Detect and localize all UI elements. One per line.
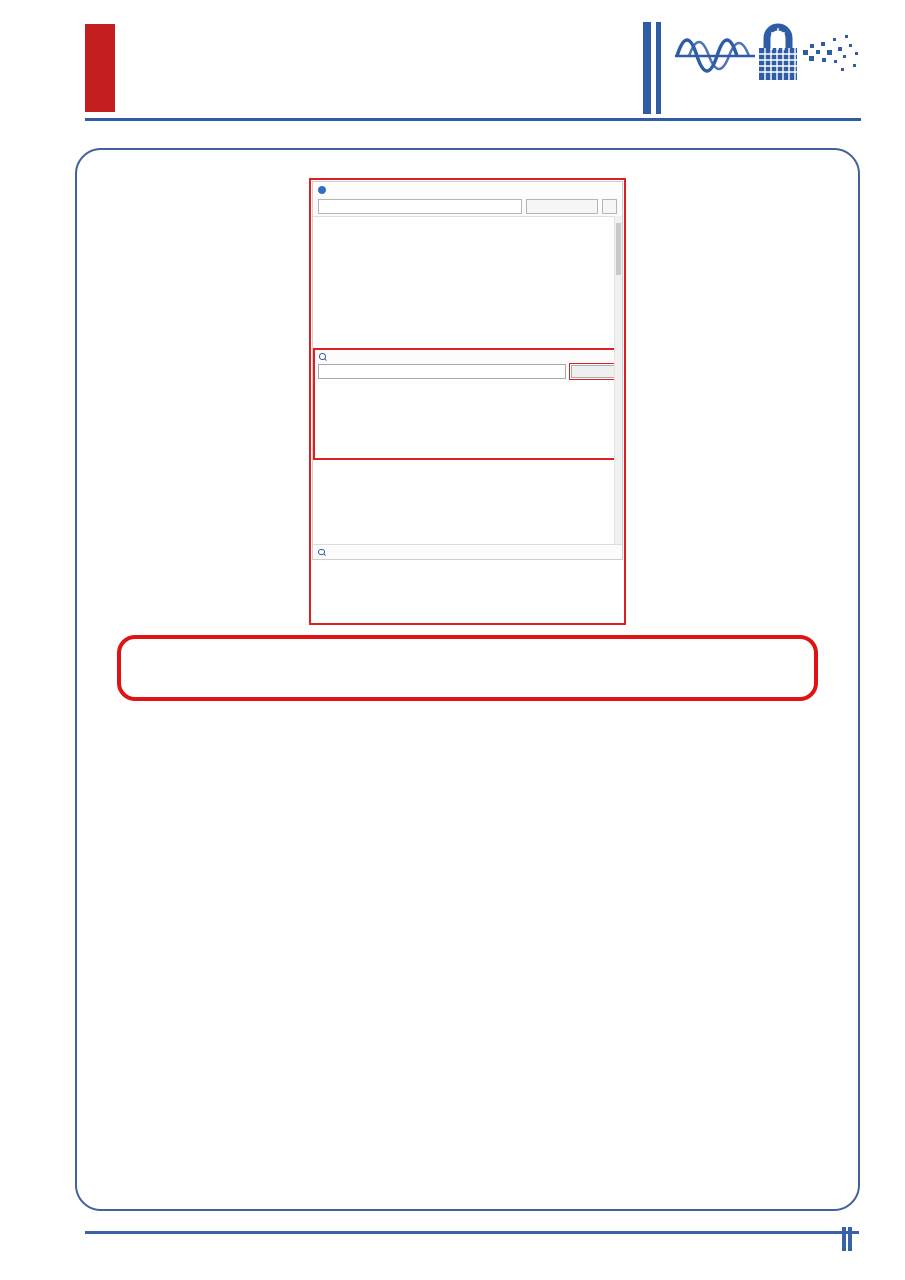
minstall-window xyxy=(312,181,623,560)
more-button[interactable] xyxy=(602,199,617,214)
highlight-box xyxy=(117,635,818,701)
status-bar xyxy=(313,544,622,559)
window-titlebar xyxy=(313,182,622,197)
page-footer xyxy=(85,1231,859,1251)
search-button-highlight xyxy=(569,363,617,380)
search-row xyxy=(315,363,620,380)
search-input[interactable] xyxy=(318,364,566,379)
footer-bars xyxy=(842,1227,852,1251)
scrollbar-thumb[interactable] xyxy=(616,223,621,275)
pixel-scatter xyxy=(803,35,858,71)
footer-title xyxy=(85,1234,842,1239)
app-icon xyxy=(318,186,326,194)
scrollbar[interactable] xyxy=(614,216,622,545)
logo-right-bars xyxy=(643,22,661,114)
signal-lock-graphic xyxy=(675,20,863,84)
profile-dropdown[interactable] xyxy=(318,199,522,214)
statusbar-search-icon[interactable] xyxy=(318,549,325,556)
logo-prizrak xyxy=(85,24,129,112)
lock-icon xyxy=(759,27,797,80)
logo-red-bar xyxy=(85,24,115,112)
header-divider xyxy=(85,118,861,121)
window-toolbar xyxy=(313,197,622,217)
run-button[interactable] xyxy=(526,199,598,214)
content-frame xyxy=(75,148,860,1211)
search-dialog xyxy=(313,348,622,460)
app-screenshot xyxy=(309,178,626,625)
search-button[interactable] xyxy=(571,365,615,378)
search-dialog-titlebar xyxy=(315,350,620,363)
search-icon xyxy=(319,353,326,360)
logo-digitization xyxy=(643,20,863,114)
